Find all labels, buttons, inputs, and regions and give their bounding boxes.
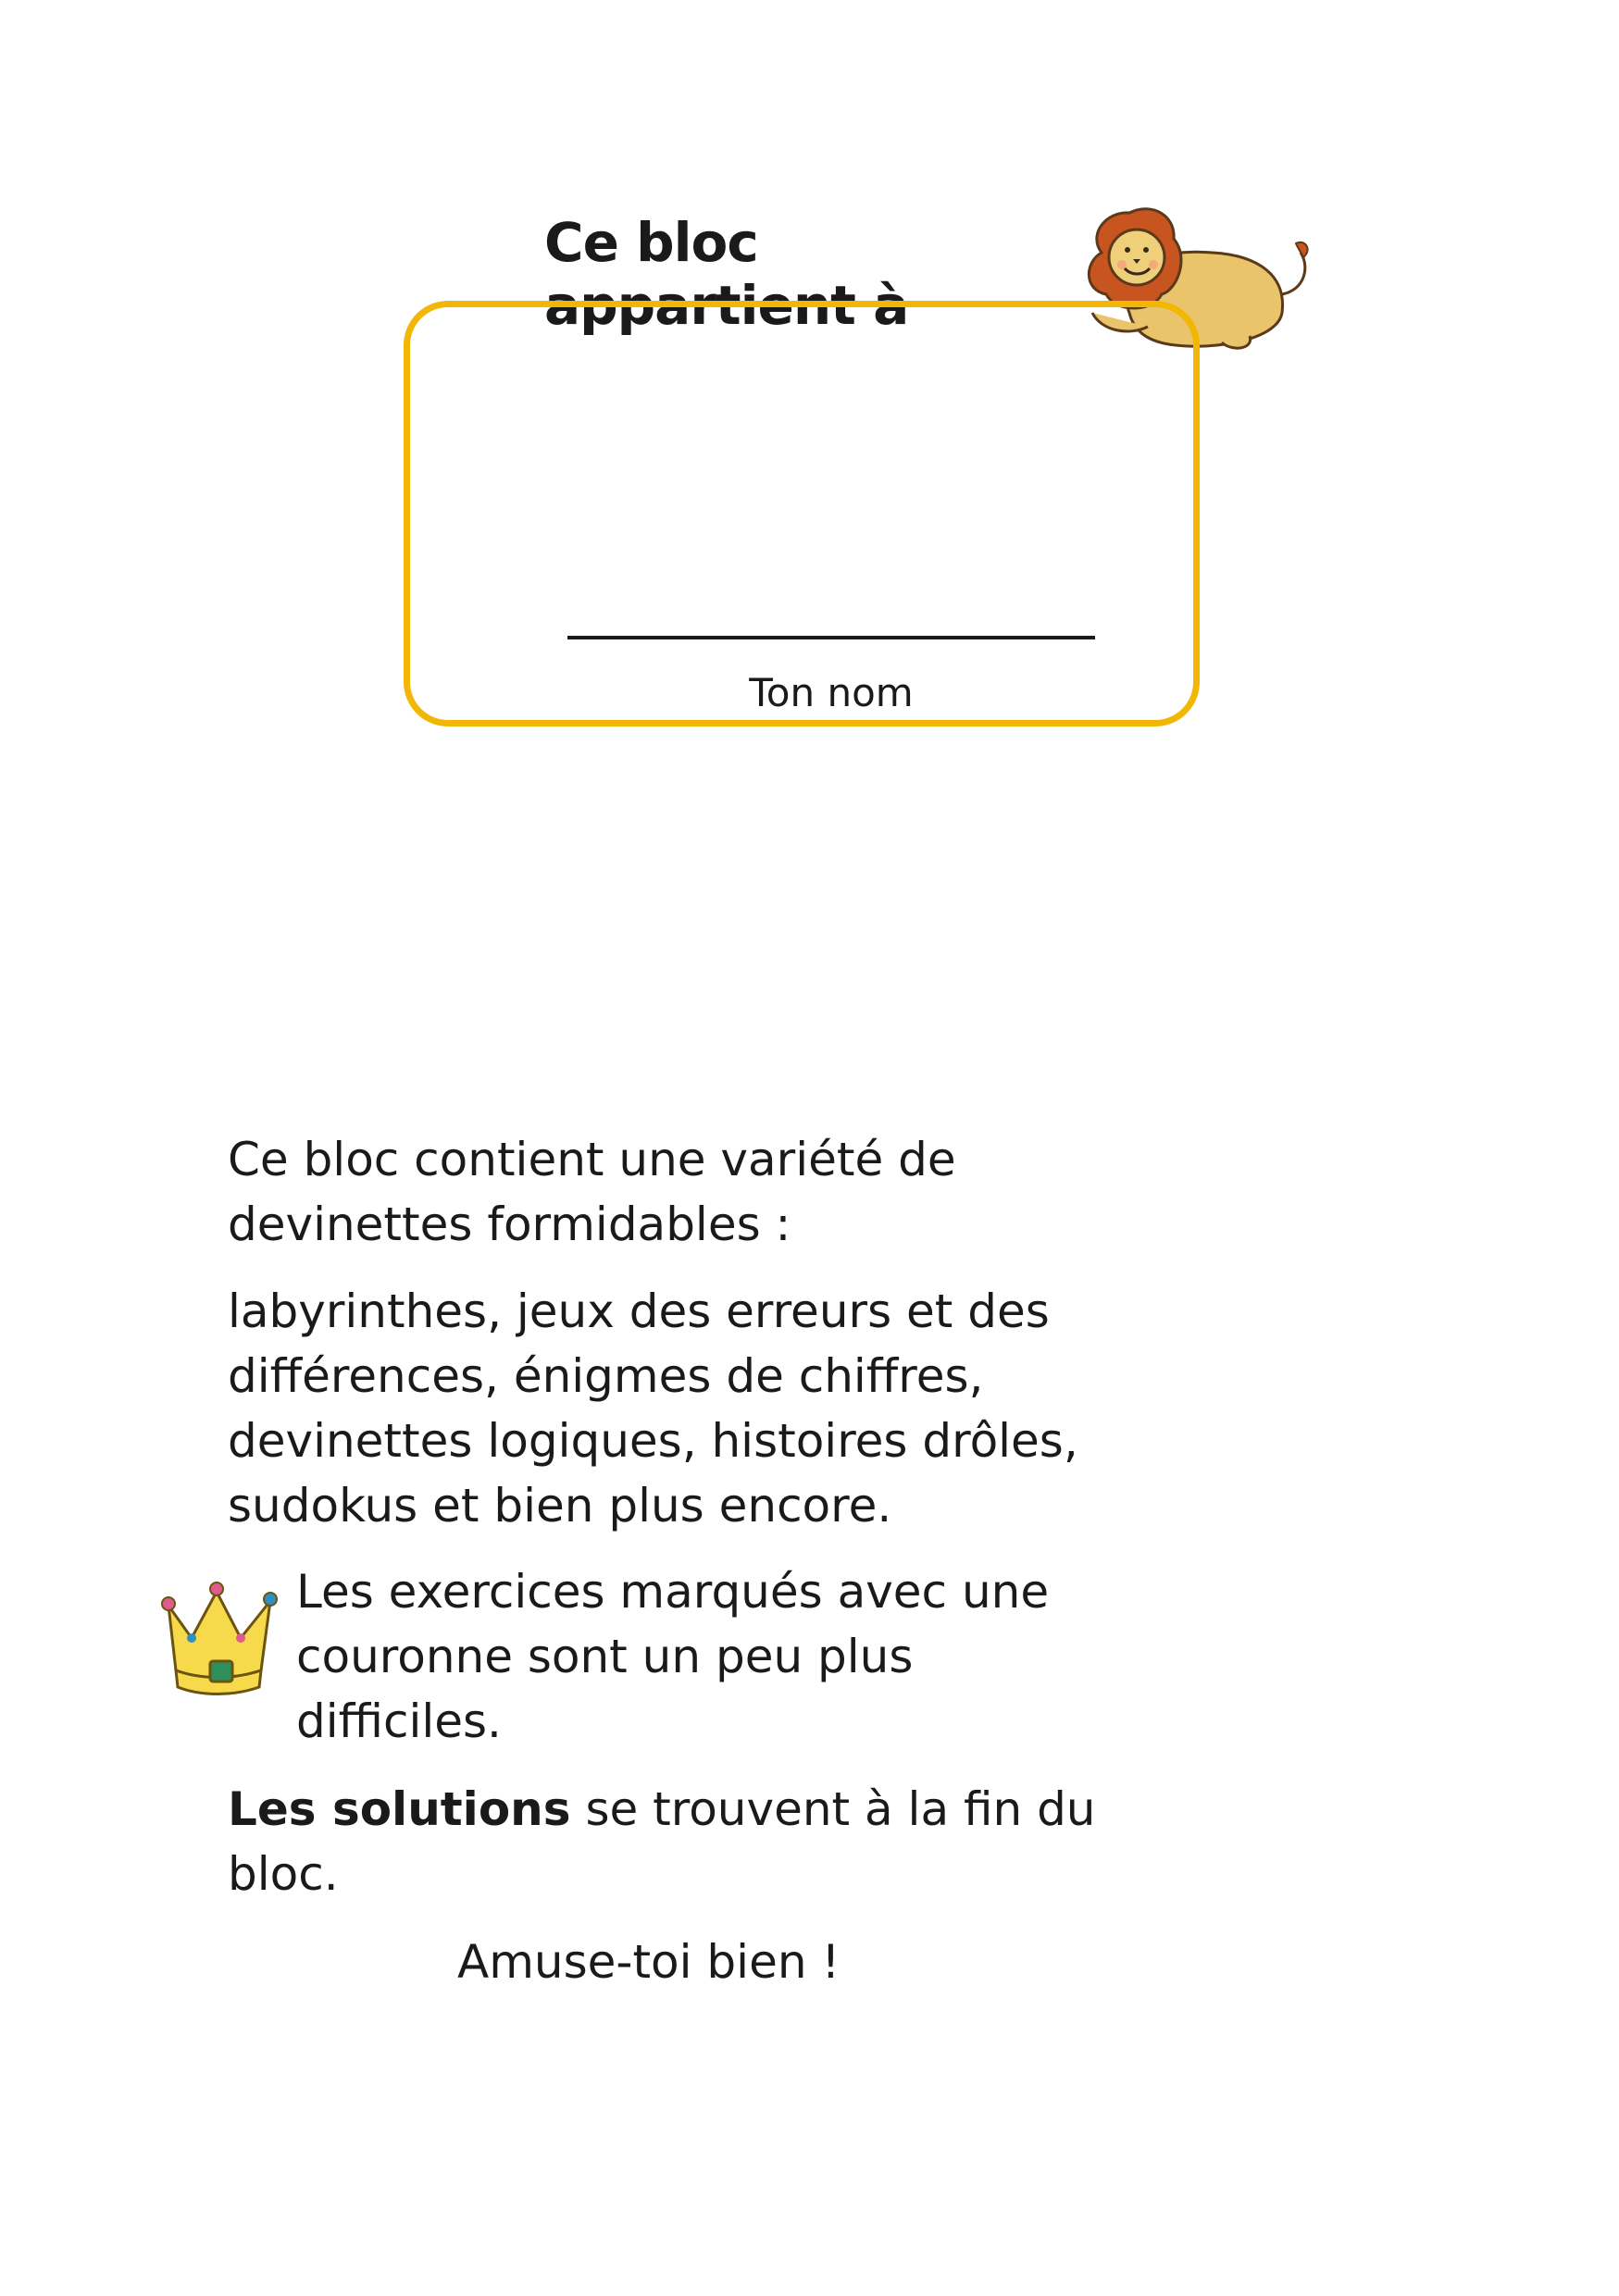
list-line-4: sudokus et bien plus encore. bbox=[228, 1479, 892, 1533]
list-line-2: différences, énigmes de chiffres, bbox=[228, 1349, 984, 1403]
solutions-paragraph bbox=[228, 1777, 1107, 1906]
name-line[interactable] bbox=[567, 636, 1095, 639]
intro-line-1: Ce bloc contient une variété de bbox=[228, 1133, 956, 1186]
crown-line-1: Les exercices marqués avec une bbox=[296, 1565, 1050, 1619]
list-line-1: labyrinthes, jeux des erreurs et des bbox=[228, 1285, 1050, 1338]
name-box bbox=[404, 301, 1200, 726]
crown-icon bbox=[159, 1569, 281, 1698]
puzzle-types-paragraph bbox=[228, 1279, 1107, 1538]
owner-heading: Ce bloc appartient à bbox=[544, 211, 909, 337]
closing-text: Amuse-toi bien ! bbox=[457, 1935, 841, 1989]
intro-paragraph bbox=[228, 1127, 1107, 1257]
solutions-line-2: bloc. bbox=[228, 1847, 339, 1901]
crown-line-2: couronne sont un peu plus bbox=[296, 1630, 914, 1683]
name-label: Ton nom bbox=[749, 670, 914, 715]
solutions-rest: se trouvent à la fin du bbox=[570, 1782, 1096, 1836]
crown-line-3: difficiles. bbox=[296, 1694, 502, 1748]
crown-note-paragraph bbox=[296, 1559, 1129, 1754]
solutions-bold: Les solutions bbox=[228, 1782, 571, 1836]
list-line-3: devinettes logiques, histoires drôles, bbox=[228, 1414, 1078, 1468]
intro-line-2: devinettes formidables : bbox=[228, 1198, 791, 1251]
